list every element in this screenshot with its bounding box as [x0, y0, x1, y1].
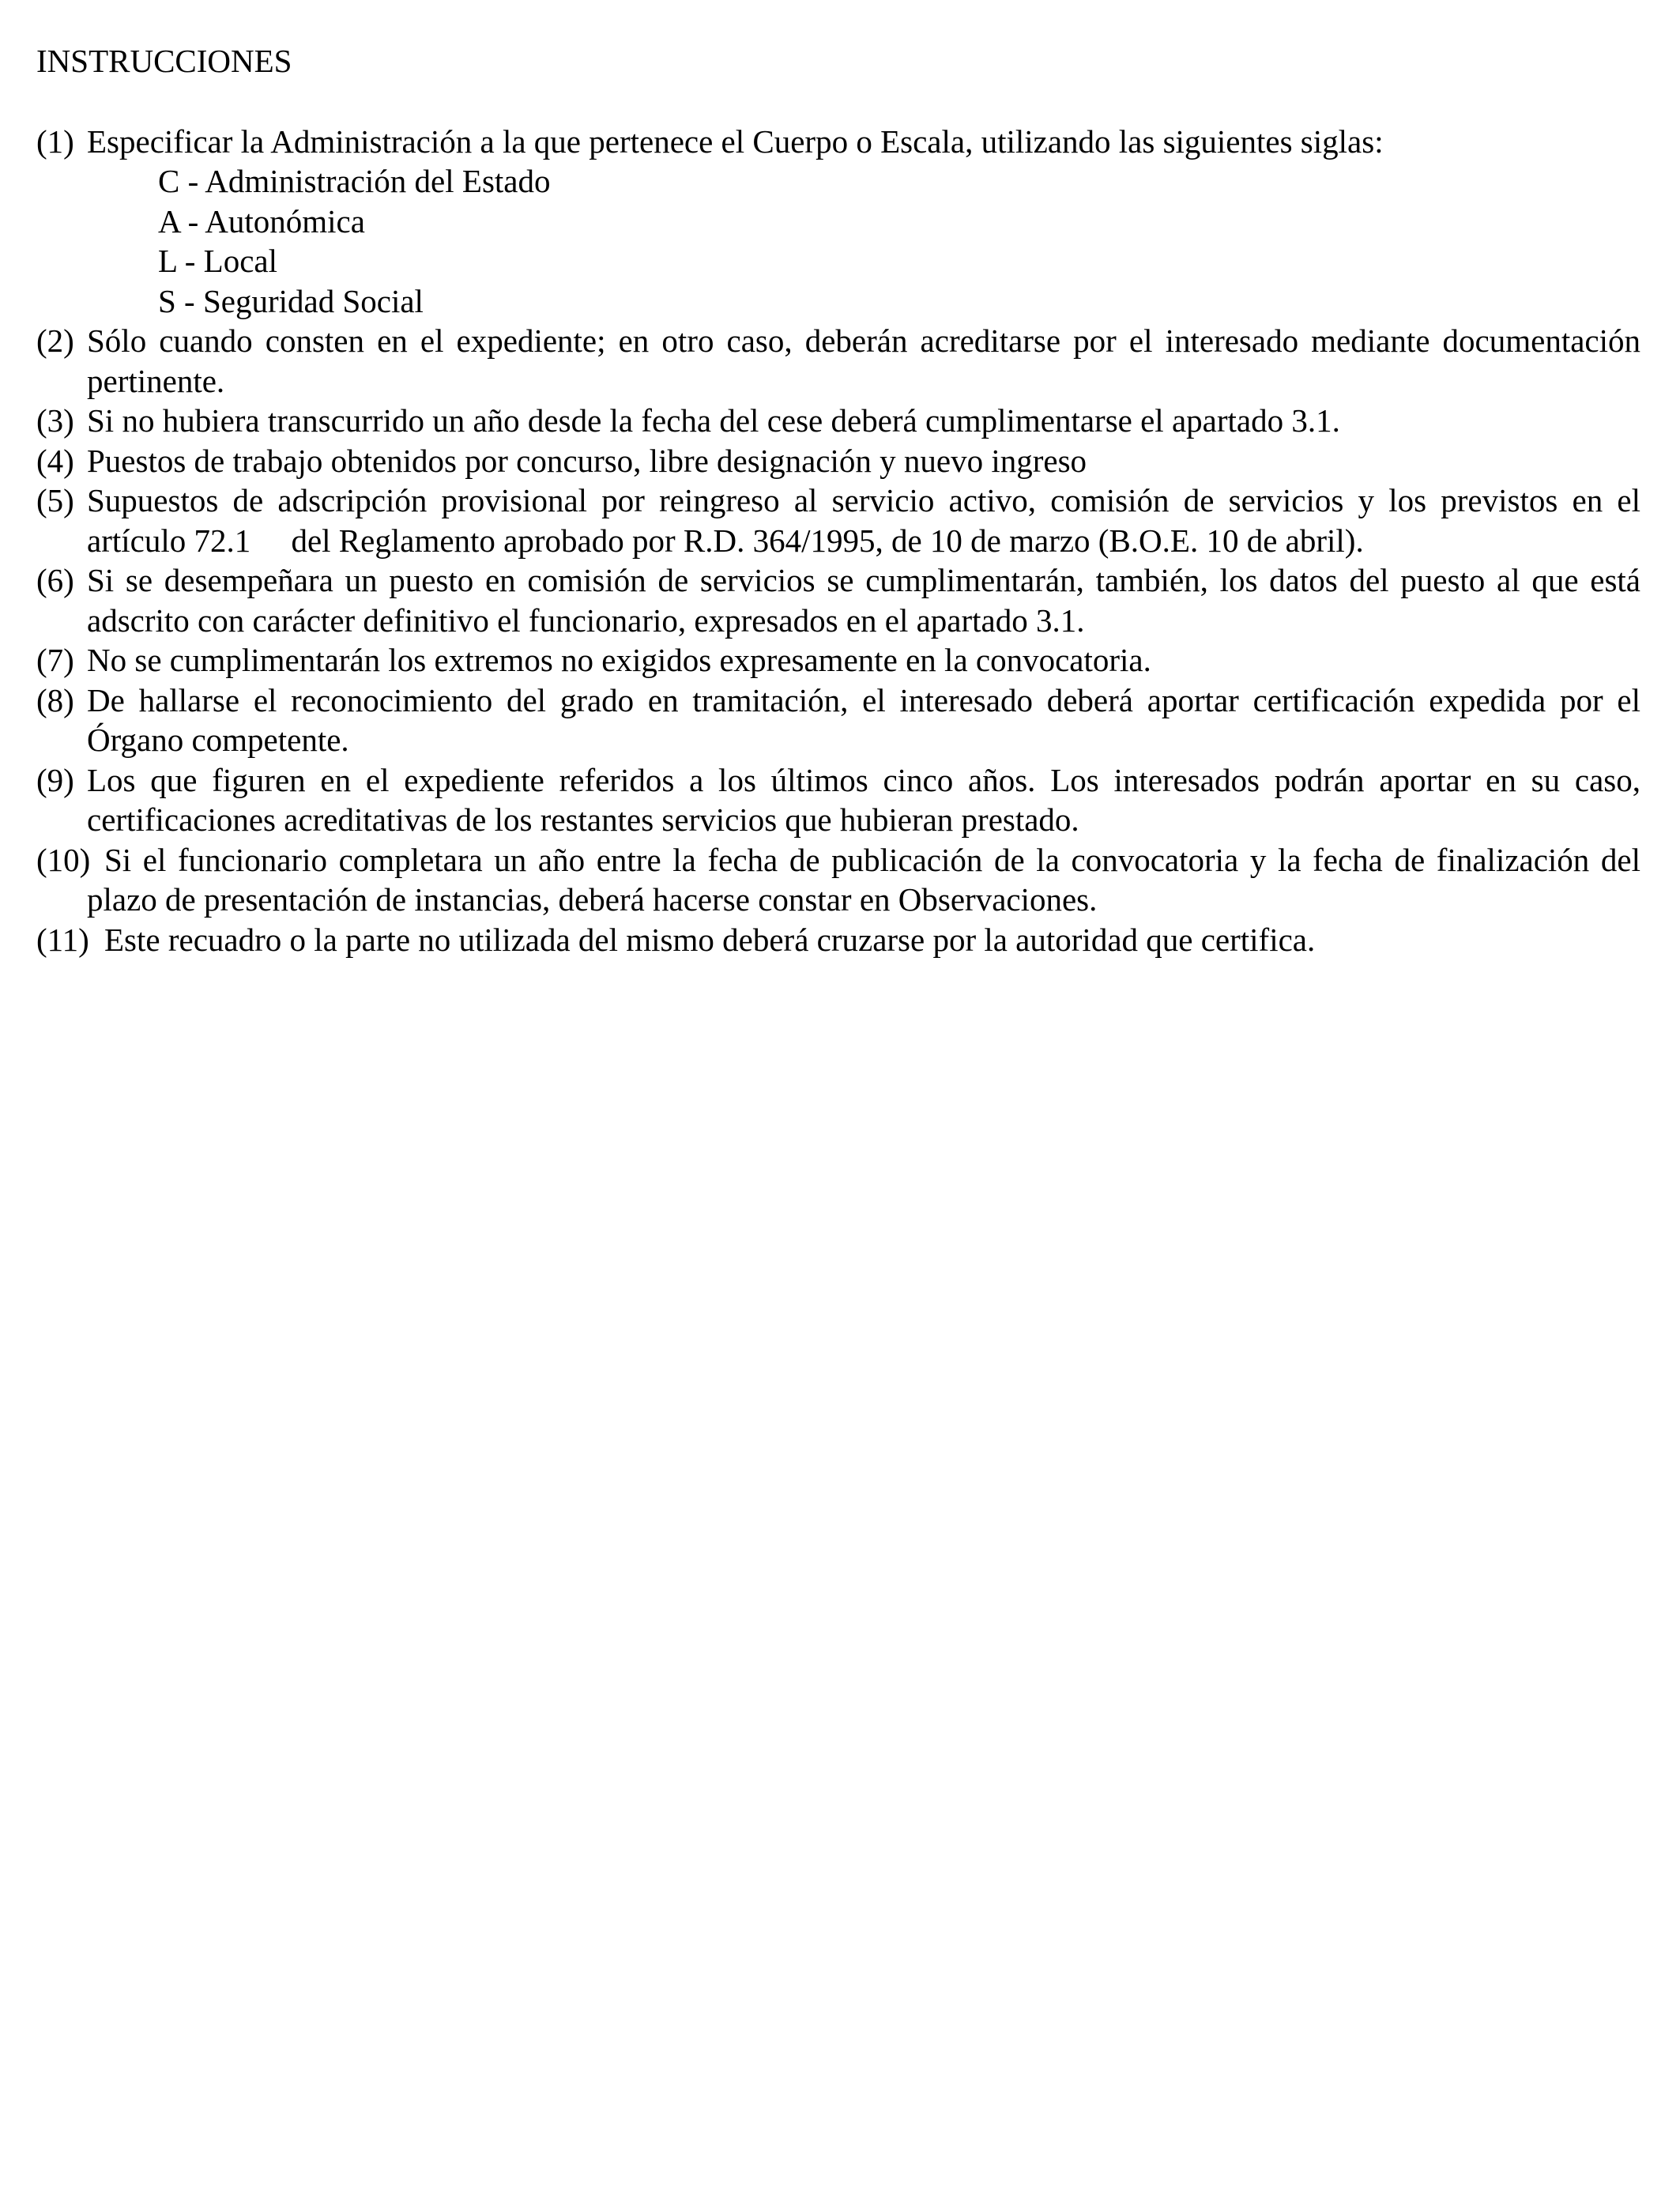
instruction-note-7: [36, 640, 1640, 680]
note-number: (8): [36, 681, 74, 718]
code-item-s: S - Seguridad Social: [158, 282, 424, 319]
instruction-note-5: [36, 481, 1649, 560]
instructions-content: [36, 41, 1649, 959]
instruction-note-6: [36, 560, 1640, 640]
note-text: Supuestos de adscripción provisional por reingreso al servicio activo, comisión de servicios y los previstos en el artículo 72.1 del Reglamento aprobado por R.D. 364/1995, de 10 de marzo (B.O.E. 10 de abril).: [87, 482, 1649, 559]
instruction-note-2: [36, 321, 1640, 401]
instruction-note-3: [36, 401, 1640, 441]
note-number: (6): [36, 562, 74, 598]
note-text: No se cumplimentarán los extremos no exigidos expresamente en la convocatoria.: [87, 642, 1151, 678]
note-text: Puestos de trabajo obtenidos por concurso, libre designación y nuevo ingreso: [87, 442, 1087, 479]
note-number: (1): [36, 123, 74, 160]
instruction-note-10: [36, 840, 1640, 920]
note-number: (10): [36, 841, 91, 878]
note-number: (7): [36, 642, 74, 678]
note-text: Sólo cuando consten en el expediente; en otro caso, deberán acreditarse por el interesado mediante documentación pertinente.: [87, 322, 1640, 399]
note-number: (9): [36, 761, 74, 798]
note-text: Si no hubiera transcurrido un año desde la fecha del cese deberá cumplimentarse el apartado 3.1.: [87, 402, 1340, 439]
note-text: Este recuadro o la parte no utilizada del mismo deberá cruzarse por la autoridad que certifica.: [104, 921, 1316, 958]
code-item-c: C - Administración del Estado: [158, 163, 551, 199]
note-number: (11): [36, 921, 89, 958]
instruction-note-4: [36, 441, 1640, 481]
note-text: De hallarse el reconocimiento del grado en tramitación, el interesado deberá aportar certificación expedida por el Órgano competente.: [87, 681, 1640, 758]
instruction-note-8: [36, 680, 1640, 760]
code-item-l: L - Local: [158, 243, 278, 279]
code-item-a: A - Autonómica: [158, 202, 365, 239]
instruction-note-1: [36, 122, 1640, 162]
administration-codes-list: [36, 161, 1640, 321]
note-number: (4): [36, 442, 74, 479]
spacer: [36, 81, 1640, 122]
instruction-note-11: [36, 920, 1640, 960]
note-text: Si el funcionario completara un año entre la fecha de publicación de la convocatoria y la fecha de finalización del plazo de presentación de instancias, deberá hacerse constar en Observaciones.: [87, 841, 1640, 918]
note-number: (3): [36, 402, 74, 439]
note-text: Especificar la Administración a la que pertenece el Cuerpo o Escala, utilizando las siguientes siglas:: [87, 123, 1384, 160]
instruction-note-9: [36, 760, 1640, 840]
note-text: Si se desempeñara un puesto en comisión de servicios se cumplimentarán, también, los datos del puesto al que está adscrito con carácter definitivo el funcionario, expresados en el apartado 3.1.: [87, 562, 1640, 639]
note-number: (2): [36, 322, 74, 359]
page-title: INSTRUCCIONES: [36, 43, 292, 79]
note-number: (5): [36, 482, 74, 518]
note-text: Los que figuren en el expediente referidos a los últimos cinco años. Los interesados podrán aportar en su caso, certificaciones acreditativas de los restantes servicios que hubieran prestado.: [87, 761, 1640, 838]
